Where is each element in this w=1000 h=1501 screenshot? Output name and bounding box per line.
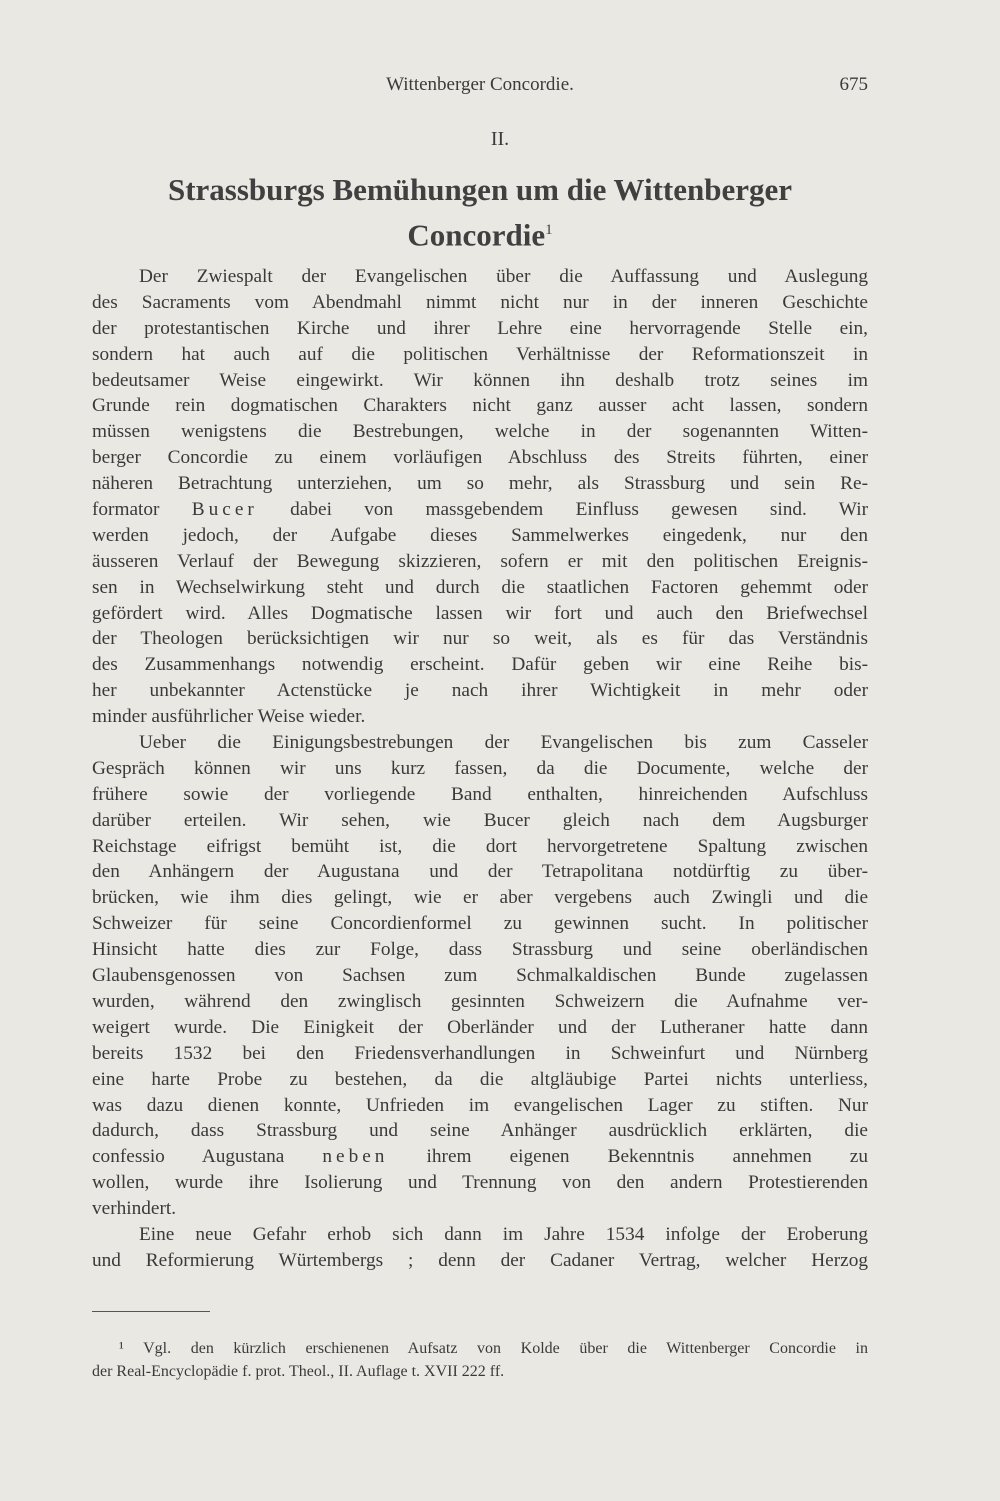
text-line: des Sacraments vom Abendmahl nimmt nicht nur in der inneren Geschichte	[92, 291, 868, 313]
chapter-title-line-2	[92, 210, 868, 255]
text-line: was dazu dienen konnte, Unfrieden im evangelischen Lager zu stiften. Nur	[92, 1094, 868, 1116]
text-line: minder ausführlicher Weise wieder.	[92, 706, 366, 728]
text-line: Grunde rein dogmatischen Charakters nicht ganz ausser acht lassen, sondern	[92, 395, 868, 417]
text-line: Ueber die Einigungsbestrebungen der Evangelischen bis zum Casseler	[139, 732, 868, 754]
text-fragment: dabei von massgebendem Einfluss gewesen sind. Wir	[257, 499, 869, 521]
page-header	[92, 74, 868, 102]
text-line: Reichstage eifrigst bemüht ist, die dort hervorgetretene Spaltung zwischen	[92, 835, 868, 857]
chapter-title-line-2-text: Concordie	[407, 217, 546, 253]
text-line: müssen wenigstens die Bestrebungen, welche in der sogenannten Witten-	[92, 421, 868, 443]
text-line: den Anhängern der Augustana und der Tetrapolitana notdürftig zu über-	[92, 861, 868, 883]
text-line: werden jedoch, der Aufgabe dieses Sammelwerkes eingedenk, nur den	[92, 524, 868, 546]
text-line: dadurch, dass Strassburg und seine Anhänger ausdrücklich erklärten, die	[92, 1120, 868, 1142]
text-line: sen in Wechselwirkung steht und durch die staatlichen Factoren gehemmt oder	[92, 576, 868, 598]
text-line: Glaubensgenossen von Sachsen zum Schmalkaldischen Bunde zugelassen	[92, 965, 868, 987]
page-number: 675	[839, 74, 868, 95]
text-line: her unbekannter Actenstücke je nach ihrer Wichtigkeit in mehr oder	[92, 680, 868, 702]
text-line: brücken, wie ihm dies gelingt, wie er aber vergebens auch Zwingli und die	[92, 887, 868, 909]
text-line	[92, 497, 868, 523]
footnote-line: ¹ Vgl. den kürzlich erschienenen Aufsatz von Kolde über die Wittenberger Concordie in	[119, 1340, 868, 1357]
body-text	[92, 264, 868, 1274]
text-line: verhindert.	[92, 1198, 177, 1220]
text-line: sondern hat auch auf die politischen Verhältnisse der Reformationszeit in	[92, 343, 868, 365]
text-line: frühere sowie der vorliegende Band enthalten, hinreichenden Aufschluss	[92, 783, 868, 805]
text-line: äusseren Verlauf der Bewegung skizzieren, sofern er mit den politischen Ereignis-	[92, 550, 868, 572]
text-line	[92, 1144, 868, 1170]
running-title: Wittenberger Concordie.	[386, 74, 574, 95]
text-line: Eine neue Gefahr erhob sich dann im Jahre 1534 infolge der Eroberung	[139, 1223, 868, 1245]
text-line: bedeutsamer Weise eingewirkt. Wir können ihn deshalb trotz seines im	[92, 369, 868, 391]
text-line: bereits 1532 bei den Friedensverhandlungen in Schweinfurt und Nürnberg	[92, 1042, 868, 1064]
text-line: Schweizer für seine Concordienformel zu gewinnen sucht. In politischer	[92, 913, 868, 935]
text-line: darüber erteilen. Wir sehen, wie Bucer gleich nach dem Augsburger	[92, 809, 868, 831]
text-line: gefördert wird. Alles Dogmatische lassen wir fort und auch den Briefwechsel	[92, 602, 868, 624]
text-line: des Zusammenhangs notwendig erscheint. Dafür geben wir eine Reihe bis-	[92, 654, 868, 676]
text-line: berger Concordie zu einem vorläufigen Abschluss des Streits führten, einer	[92, 447, 868, 469]
text-line: eine harte Probe zu bestehen, da die altgläubige Partei nichts unterliess,	[92, 1068, 868, 1090]
footnote-line: der Real-Encyclopädie f. prot. Theol., II. Auflage t. XVII 222 ff.	[92, 1363, 505, 1380]
emphasized-name: neben	[322, 1146, 389, 1168]
text-line: der Theologen berücksichtigen wir nur so weit, als es für das Verständnis	[92, 628, 868, 650]
text-line: näheren Betrachtung unterziehen, um so mehr, als Strassburg und sein Re-	[92, 473, 868, 495]
text-line: weigert wurde. Die Einigkeit der Oberländer und der Lutheraner hatte dann	[92, 1016, 868, 1038]
text-line: Gespräch können wir uns kurz fassen, da die Documente, welche der	[92, 757, 868, 779]
text-line: Der Zwiespalt der Evangelischen über die Auffassung und Auslegung	[139, 266, 868, 287]
text-line: der protestantischen Kirche und ihrer Lehre eine hervorragende Stelle ein,	[92, 317, 868, 339]
text-fragment: formator	[92, 499, 192, 521]
text-fragment: confessio Augustana	[92, 1146, 323, 1168]
footnote-rule	[92, 1311, 210, 1312]
section-number: II.	[490, 128, 510, 150]
text-line: und Reformierung Würtembergs ; denn der Cadaner Vertrag, welcher Herzog	[92, 1249, 868, 1271]
text-line: Hinsicht hatte dies zur Folge, dass Strassburg und seine oberländischen	[92, 939, 868, 961]
text-line: wurden, während den zwinglisch gesinnten Schweizern die Aufnahme ver-	[92, 990, 868, 1012]
footnotes	[92, 1337, 868, 1383]
emphasized-name: Bucer	[191, 499, 258, 521]
chapter-title	[92, 170, 868, 255]
text-fragment: ihrem eigenen Bekenntnis annehmen zu	[388, 1146, 868, 1168]
text-line: wollen, wurde ihre Isolierung und Trennung von den andern Protestierenden	[92, 1172, 868, 1194]
chapter-title-line-1: Strassburgs Bemühungen um die Wittenberger	[167, 172, 793, 207]
footnote-reference[interactable]: 1	[545, 222, 553, 238]
